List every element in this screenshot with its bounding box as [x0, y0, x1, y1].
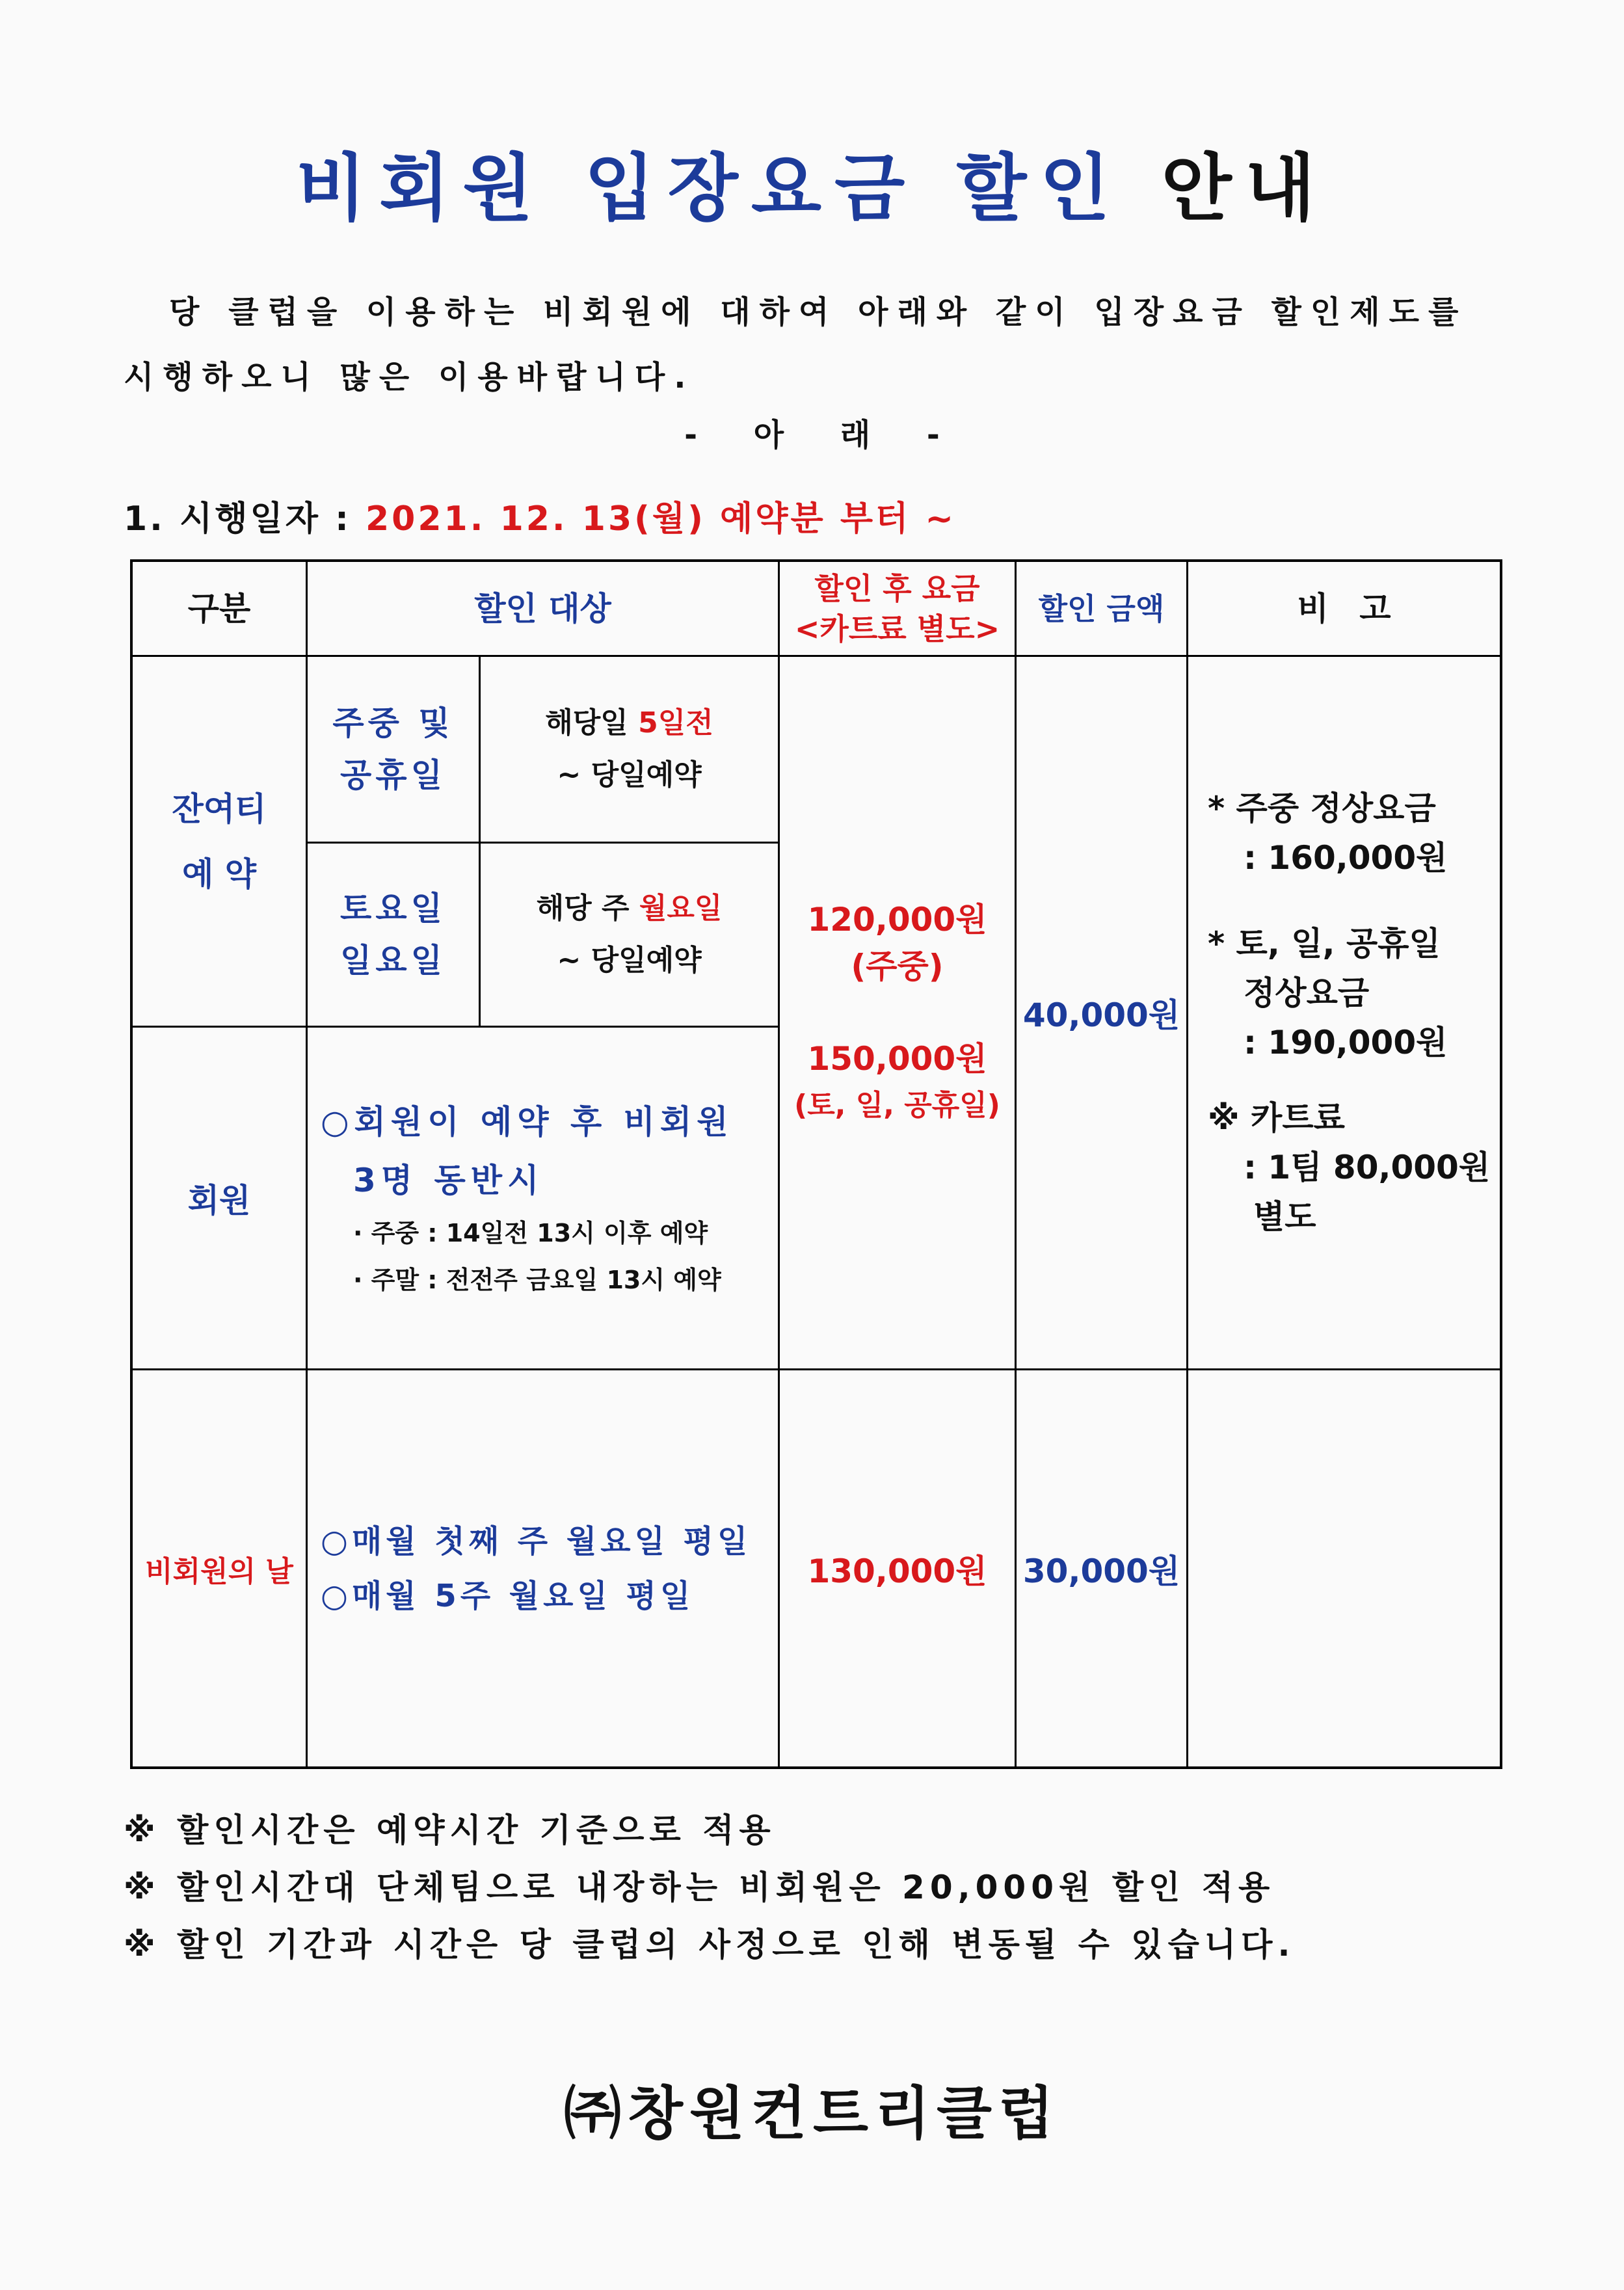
header-discount: 할인 금액 — [1038, 591, 1165, 626]
category-residual-line1: 잔여티 — [172, 790, 267, 828]
member-target — [308, 1028, 778, 1368]
footnote: ※ 할인시간대 단체팀으로 내장하는 비회원은 20,000원 할인 적용 — [124, 1869, 1275, 1906]
residual-weekend-rule-line1 — [537, 883, 723, 935]
intro-paragraph — [124, 280, 1528, 410]
page-title — [0, 130, 1624, 235]
footnote: ※ 할인 기간과 시간은 당 클럽의 사정으로 인해 변동될 수 있습니다. — [124, 1926, 1296, 1964]
weekend-price: 150,000원 — [807, 1040, 987, 1078]
residual-weekday-label — [308, 657, 479, 842]
residual-weekday-line1: 주중 및 — [332, 704, 454, 742]
residual-weekend-rule-prefix: 해당 주 — [536, 892, 630, 925]
shared-discount: 40,000원 — [1022, 996, 1180, 1034]
note-2-line3: : 190,000원 — [1244, 1024, 1448, 1061]
intro-line-1: 당 클럽을 이용하는 비회원에 대하여 아래와 같이 입장요금 할인제도를 — [169, 294, 1468, 330]
note-2-line1: * 토, 일, 공휴일 — [1208, 925, 1441, 963]
weekend-label: (토, 일, 공휴일) — [794, 1089, 1000, 1122]
residual-weekend-rule-highlight: 월요일 — [639, 892, 723, 925]
residual-weekday-line2: 공휴일 — [340, 756, 446, 794]
nonmember-day-line1: ○매월 첫째 주 월요일 평일 — [321, 1523, 752, 1560]
member-sub2: · 주말 : 전전주 금요일 13시 예약 — [353, 1266, 721, 1294]
header-target: 할인 대상 — [474, 589, 611, 628]
note-3-line2: : 1팀 80,000원 — [1244, 1149, 1491, 1186]
nonmember-day-line2: ○매월 5주 월요일 평일 — [321, 1577, 695, 1614]
discount-table — [130, 559, 1502, 1769]
below-label: - 아 래 - — [684, 417, 940, 453]
residual-weekday-rule-line2: ~ 당일예약 — [557, 758, 702, 792]
residual-weekend-label — [308, 844, 479, 1026]
effective-date-label: 1. 시행일자 : — [124, 499, 351, 539]
category-nonmember-day: 비회원의 날 — [145, 1554, 293, 1588]
company-name: ㈜창원컨트리클럽 — [563, 2080, 1061, 2147]
residual-weekend-rule — [481, 844, 778, 1026]
effective-date-value: 2021. 12. 13(월) 예약분 부터 ~ — [365, 499, 956, 539]
intro-line-2: 시행하오니 많은 이용바랍니다. — [124, 359, 695, 395]
notes-cell — [1188, 657, 1500, 1368]
footnotes — [124, 1802, 1295, 1973]
header-category: 구분 — [187, 589, 251, 628]
residual-weekend-rule-line2: ~ 당일예약 — [557, 944, 702, 977]
residual-weekday-rule-prefix: 해당일 — [545, 706, 628, 739]
residual-weekday-rule-highlight: 5일전 — [638, 706, 713, 739]
title-suffix: 안내 — [1161, 146, 1329, 231]
category-member: 회원 — [187, 1182, 251, 1219]
category-residual-line2: 예 약 — [181, 855, 256, 893]
residual-weekend-line2: 일요일 — [340, 942, 446, 979]
nonmember-day-discount: 30,000원 — [1022, 1552, 1180, 1590]
note-2-line2: 정상요금 — [1244, 974, 1370, 1012]
header-price-line2: <카트료 별도> — [794, 611, 1000, 646]
nonmember-day-target — [308, 1370, 778, 1766]
title-main: 비회원 입장요금 할인 — [295, 146, 1123, 231]
nonmember-day-price: 130,000원 — [807, 1552, 987, 1590]
note-3-line1: ※ 카트료 — [1208, 1099, 1345, 1137]
header-price — [780, 562, 1015, 655]
note-1-line1: * 주중 정상요금 — [1208, 790, 1436, 827]
header-note: 비 고 — [1297, 589, 1391, 628]
effective-date — [124, 491, 956, 540]
shared-price — [780, 657, 1015, 1368]
residual-weekday-rule — [481, 657, 778, 842]
member-line2: 3명 동반시 — [353, 1162, 544, 1199]
weekday-label: (주중) — [851, 948, 944, 985]
member-sub1: · 주중 : 14일전 13시 이후 예약 — [353, 1219, 708, 1247]
category-residual — [133, 657, 306, 1026]
header-price-line1: 할인 후 요금 — [814, 570, 980, 606]
residual-weekend-line1: 토요일 — [340, 890, 446, 927]
weekday-price: 120,000원 — [807, 901, 987, 939]
member-line1: ○회원이 예약 후 비회원 — [321, 1103, 734, 1141]
note-1-line2: : 160,000원 — [1244, 839, 1448, 877]
residual-weekday-rule-line1 — [545, 697, 713, 749]
footnote: ※ 할인시간은 예약시간 기준으로 적용 — [124, 1811, 776, 1849]
note-3-line3: 별도 — [1253, 1198, 1316, 1236]
